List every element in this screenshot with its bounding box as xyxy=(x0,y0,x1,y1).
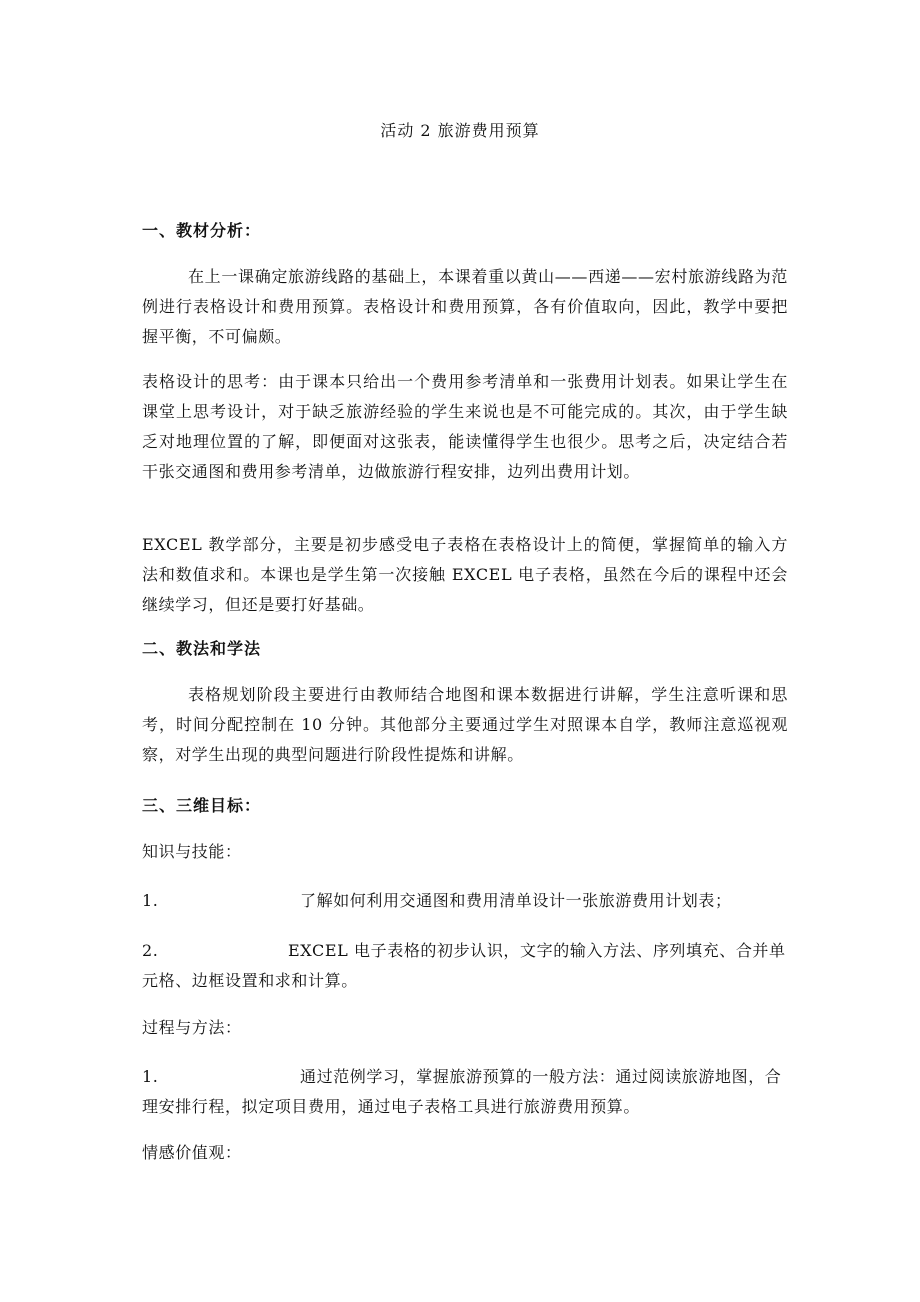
list-item-text: 了解如何利用交通图和费用清单设计一张旅游费用计划表； xyxy=(300,891,732,910)
list-item-number: 2. xyxy=(142,941,159,960)
list-item xyxy=(142,1062,788,1122)
label-knowledge-skills: 知识与技能： xyxy=(142,842,242,861)
list-item-number: 1. xyxy=(142,891,159,910)
label-emotion-values: 情感价值观： xyxy=(142,1143,242,1162)
list-item-text: 通过范例学习，掌握旅游预算的一般方法：通过阅读旅游地图，合理安排行程，拟定项目费用，通过电子表格工具进行旅游费用预算。 xyxy=(142,1067,782,1116)
label-process-methods: 过程与方法： xyxy=(142,1018,242,1037)
paragraph-analysis-intro: 在上一课确定旅游线路的基础上，本课着重以黄山——西递——宏村旅游线路为范例进行表格设计和费用预算。表格设计和费用预算，各有价值取向，因此，教学中要把握平衡，不可偏颇。 xyxy=(142,267,788,346)
section-heading-methods: 二、教法和学法 xyxy=(142,639,262,658)
paragraph-methods: 表格规划阶段主要进行由教师结合地图和课本数据进行讲解，学生注意听课和思考，时间分配控制在 10 分钟。其他部分主要通过学生对照课本自学，教师注意巡视观察，对学生出现的典型问题进行阶段性提炼和讲解。 xyxy=(142,685,788,764)
list-item-number: 1. xyxy=(142,1067,159,1086)
list-item xyxy=(142,886,788,916)
page-title: 活动 2 旅游费用预算 xyxy=(380,121,540,140)
list-item xyxy=(142,936,788,996)
section-heading-analysis: 一、教材分析： xyxy=(142,221,262,240)
paragraph-table-design: 表格设计的思考：由于课本只给出一个费用参考清单和一张费用计划表。如果让学生在课堂上思考设计，对于缺乏旅游经验的学生来说也是不可能完成的。其次，由于学生缺乏对地理位置的了解，即便面对这张表，能读懂得学生也很少。思考之后，决定结合若干张交通图和费用参考清单，边做旅游行程安排，边列出费用计划。 xyxy=(142,372,788,481)
paragraph-excel: EXCEL 教学部分，主要是初步感受电子表格在表格设计上的简便，掌握简单的输入方法和数值求和。本课也是学生第一次接触 EXCEL 电子表格，虽然在今后的课程中还会继续学习，但还是要打好基础。 xyxy=(142,535,788,614)
list-item-text: EXCEL 电子表格的初步认识，文字的输入方法、序列填充、合并单元格、边框设置和求和计算。 xyxy=(142,941,786,990)
section-heading-goals: 三、三维目标： xyxy=(142,796,262,815)
